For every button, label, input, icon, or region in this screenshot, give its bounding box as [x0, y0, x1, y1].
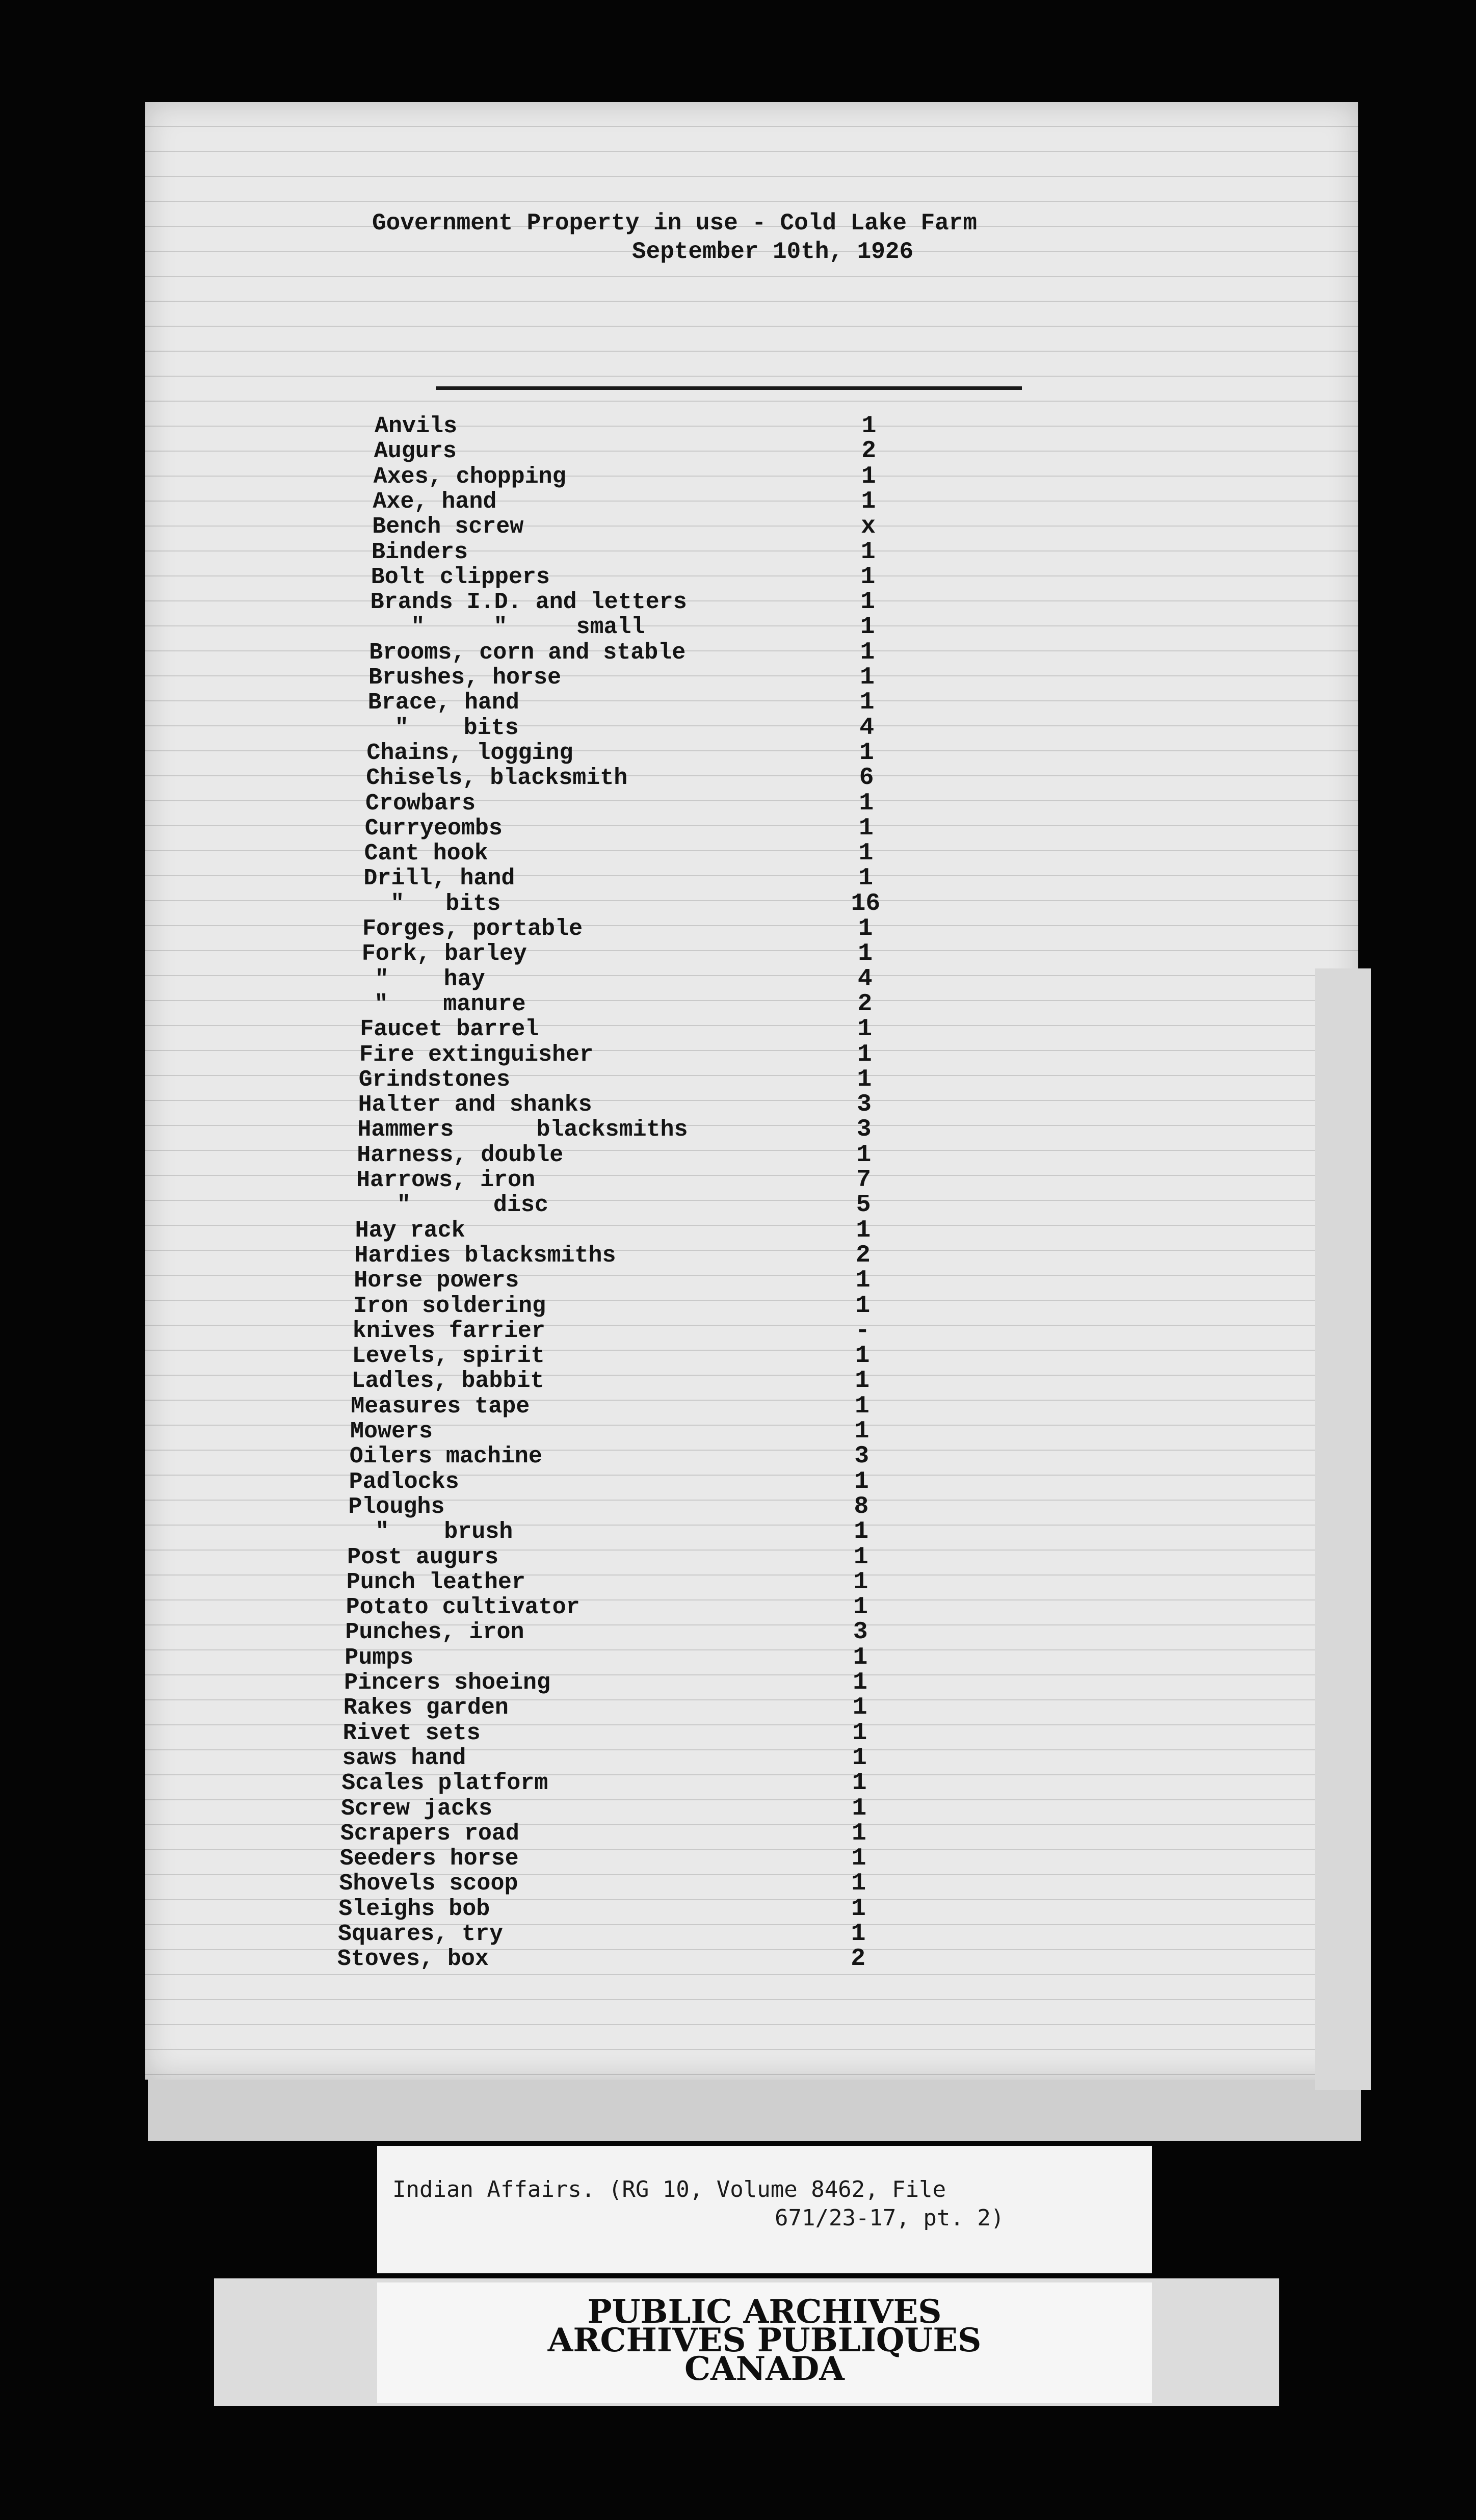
list-item [0, 540, 1476, 565]
item-quantity: 1 [860, 563, 876, 591]
item-quantity: 1 [855, 1267, 871, 1295]
item-quantity: 1 [853, 1593, 868, 1621]
item-name: Harness, double [357, 1142, 564, 1168]
list-item [0, 1721, 1476, 1746]
item-quantity: 1 [851, 1845, 866, 1873]
item-quantity: 1 [857, 1065, 872, 1093]
item-name: Grindstones [358, 1066, 510, 1093]
item-quantity: 1 [857, 1040, 872, 1068]
list-item [0, 916, 1476, 941]
list-item [0, 1922, 1476, 1947]
list-item [0, 716, 1476, 741]
item-name: " brush [348, 1519, 513, 1545]
list-item [0, 941, 1476, 966]
list-item [0, 1268, 1476, 1293]
list-item [0, 414, 1476, 439]
item-name: Forges, portable [362, 916, 583, 942]
item-quantity: 1 [858, 839, 874, 868]
item-quantity: 1 [856, 1141, 872, 1169]
list-item [0, 1871, 1476, 1896]
item-quantity: 4 [857, 965, 873, 993]
item-name: " " small [370, 614, 645, 641]
list-item [0, 1444, 1476, 1469]
item-name: Punches, iron [345, 1619, 524, 1646]
heading-title: Government Property in use - Cold Lake Farm [372, 210, 977, 237]
item-quantity: 4 [859, 714, 875, 742]
list-item [0, 1846, 1476, 1871]
item-name: Anvils [375, 413, 458, 439]
list-item [0, 464, 1476, 489]
item-name: Brushes, horse [368, 665, 562, 691]
list-item [0, 866, 1476, 891]
item-name: Sleighs bob [338, 1896, 490, 1922]
item-name: Stoves, box [337, 1946, 489, 1973]
list-item [0, 1092, 1476, 1117]
item-name: Pumps [345, 1644, 414, 1671]
list-item [0, 1796, 1476, 1821]
item-quantity: 8 [854, 1492, 869, 1520]
item-quantity: 1 [853, 1643, 868, 1671]
item-name: Brace, hand [367, 690, 519, 716]
item-quantity: 1 [854, 1418, 869, 1445]
item-name: Potato cultivator [346, 1594, 580, 1621]
list-item [0, 1494, 1476, 1519]
item-quantity: 2 [861, 437, 877, 465]
item-name: Binders [372, 539, 468, 565]
list-item [0, 1319, 1476, 1344]
item-name: knives farrier [352, 1318, 545, 1344]
item-name: Pincers shoeing [344, 1670, 551, 1696]
list-item [0, 1067, 1476, 1092]
list-item [0, 1469, 1476, 1494]
list-item [0, 690, 1476, 715]
item-name: Axes, chopping [373, 463, 566, 490]
item-name: Bolt clippers [371, 564, 550, 590]
list-item [0, 891, 1476, 916]
list-item [0, 1670, 1476, 1695]
stamp-line-3: CANADA [684, 2350, 845, 2388]
item-quantity: x [861, 513, 876, 541]
list-item [0, 967, 1476, 992]
archive-stamp [377, 2282, 1152, 2403]
item-quantity: 1 [853, 1568, 868, 1596]
item-name: Crowbars [365, 790, 476, 817]
list-item [0, 615, 1476, 640]
item-quantity: 1 [854, 1518, 868, 1546]
list-item [0, 1645, 1476, 1670]
list-item [0, 791, 1476, 816]
list-item [0, 1570, 1476, 1595]
item-name: " hay [361, 966, 485, 992]
item-quantity: 1 [852, 1719, 867, 1747]
heading-underline [436, 386, 1022, 390]
item-quantity: 1 [860, 638, 875, 666]
item-quantity: 1 [852, 1694, 867, 1722]
list-item [0, 992, 1476, 1017]
item-quantity: 1 [860, 613, 875, 641]
item-name: " manure [360, 991, 526, 1017]
item-name: Horse powers [354, 1268, 519, 1294]
item-quantity: 1 [859, 739, 874, 767]
list-item [0, 1419, 1476, 1444]
list-item [0, 1620, 1476, 1645]
item-name: Screw jacks [341, 1795, 493, 1822]
item-name: Iron soldering [353, 1293, 546, 1319]
item-name: Chains, logging [366, 740, 573, 766]
list-item [0, 1294, 1476, 1319]
list-item [0, 665, 1476, 690]
item-name: Hay rack [355, 1217, 465, 1244]
item-quantity: 2 [857, 990, 873, 1018]
item-quantity: 1 [856, 1216, 871, 1244]
item-name: Scales platform [341, 1770, 548, 1797]
item-quantity: 3 [857, 1091, 872, 1119]
item-quantity: 1 [853, 1669, 867, 1696]
list-item [0, 1369, 1476, 1394]
item-quantity: 1 [861, 462, 876, 490]
item-quantity: 6 [859, 764, 874, 792]
item-quantity: 1 [854, 1467, 869, 1495]
item-name: Brooms, corn and stable [369, 639, 686, 666]
item-name: Hammers blacksmiths [357, 1117, 688, 1143]
item-quantity: 1 [852, 1769, 867, 1797]
stamp-line-2: ARCHIVES PUBLIQUES [547, 2321, 982, 2359]
item-quantity: 1 [855, 1342, 870, 1370]
list-item [0, 766, 1476, 791]
archive-reference-line2: 671/23-17, pt. 2) [775, 2205, 1005, 2231]
list-item [0, 1243, 1476, 1268]
list-item [0, 1117, 1476, 1142]
list-item [0, 1193, 1476, 1218]
item-quantity: 5 [856, 1191, 871, 1219]
item-name: Drill, hand [363, 865, 515, 892]
item-quantity: 1 [851, 1870, 866, 1898]
list-item [0, 489, 1476, 514]
item-name: " bits [367, 715, 519, 741]
document-heading [229, 209, 1096, 266]
item-name: Chisels, blacksmith [366, 765, 628, 792]
item-name: Axe, hand [373, 488, 497, 515]
list-item [0, 741, 1476, 766]
item-quantity: 1 [861, 487, 876, 515]
archive-reference-line1: Indian Affairs. (RG 10, Volume 8462, File [392, 2176, 946, 2202]
item-quantity: 1 [855, 1292, 871, 1320]
list-item [0, 1344, 1476, 1369]
item-name: Post augurs [347, 1544, 499, 1570]
list-item [0, 1143, 1476, 1168]
item-name: Levels, spirit [352, 1343, 545, 1370]
item-quantity: 1 [858, 940, 873, 968]
item-name: Rakes garden [343, 1695, 509, 1721]
item-name: Faucet barrel [360, 1016, 539, 1043]
item-quantity: 1 [858, 915, 873, 942]
list-item [0, 1168, 1476, 1193]
list-item [0, 1042, 1476, 1067]
list-item [0, 1771, 1476, 1796]
list-item [0, 1394, 1476, 1419]
list-item [0, 1595, 1476, 1620]
item-name: Augurs [374, 438, 457, 465]
item-name: Halter and shanks [358, 1092, 592, 1118]
item-name: Hardies blacksmiths [354, 1242, 616, 1269]
list-item [0, 439, 1476, 464]
item-name: Brands I.D. and letters [370, 589, 687, 616]
archive-reference-label [377, 2146, 1152, 2273]
sheet-back [148, 2080, 1361, 2141]
item-name: Measures tape [351, 1393, 530, 1420]
item-quantity: 1 [852, 1794, 867, 1822]
stamp-line-1: PUBLIC ARCHIVES [587, 2293, 942, 2331]
item-name: Shovels scoop [339, 1871, 518, 1897]
item-quantity: 3 [853, 1618, 868, 1646]
item-name: Cant hook [364, 841, 488, 867]
item-name: Seeders horse [339, 1846, 519, 1872]
item-quantity: 7 [856, 1166, 871, 1194]
item-name: " disc [355, 1192, 548, 1219]
list-item [0, 1545, 1476, 1570]
list-item [0, 841, 1476, 866]
item-name: Ladles, babbit [351, 1368, 544, 1395]
item-quantity: 2 [851, 1945, 866, 1973]
item-quantity: 1 [851, 1895, 866, 1923]
item-name: Fork, barley [361, 941, 527, 967]
list-item [0, 816, 1476, 841]
item-name: saws hand [342, 1745, 466, 1771]
item-quantity: 16 [851, 889, 881, 917]
list-item [0, 565, 1476, 590]
item-name: Padlocks [349, 1468, 459, 1495]
list-item [0, 1746, 1476, 1771]
item-quantity: 1 [858, 814, 874, 842]
item-quantity: 1 [854, 1392, 869, 1420]
list-item [0, 1821, 1476, 1846]
item-quantity: 1 [857, 1015, 872, 1043]
item-name: Mowers [350, 1419, 433, 1445]
item-quantity: 1 [860, 664, 875, 691]
item-quantity: - [855, 1317, 870, 1345]
item-quantity: 3 [854, 1442, 869, 1471]
list-item [0, 590, 1476, 615]
item-name: Ploughs [348, 1493, 445, 1520]
item-quantity: 1 [851, 1819, 866, 1847]
list-item [0, 514, 1476, 539]
list-item [0, 640, 1476, 665]
item-name: Scrapers road [340, 1820, 519, 1847]
list-item [0, 1218, 1476, 1243]
item-name: Oilers machine [349, 1443, 542, 1470]
item-name: Rivet sets [342, 1720, 481, 1746]
item-quantity: 1 [860, 538, 876, 566]
item-quantity: 1 [861, 412, 877, 440]
list-item [0, 1695, 1476, 1720]
item-quantity: 1 [859, 789, 874, 817]
item-quantity: 2 [856, 1241, 871, 1269]
list-item [0, 1897, 1476, 1922]
item-quantity: 1 [852, 1744, 867, 1772]
item-name: Curryeombs [364, 815, 503, 842]
item-quantity: 1 [860, 588, 875, 616]
item-quantity: 3 [856, 1116, 872, 1144]
item-quantity: 1 [853, 1543, 868, 1571]
heading-date: September 10th, 1926 [632, 239, 914, 265]
item-name: Harrows, iron [356, 1167, 536, 1193]
item-quantity: 1 [859, 689, 875, 717]
item-name: Punch leather [346, 1569, 525, 1595]
item-quantity: 1 [858, 864, 874, 892]
item-name: " bits [363, 890, 501, 917]
item-quantity: 1 [851, 1920, 866, 1948]
item-name: Fire extinguisher [359, 1041, 594, 1068]
list-item [0, 1947, 1476, 1972]
item-name: Bench screw [372, 514, 524, 540]
list-item [0, 1017, 1476, 1042]
item-quantity: 1 [855, 1367, 870, 1395]
list-item [0, 1519, 1476, 1544]
item-name: Squares, try [338, 1921, 504, 1947]
